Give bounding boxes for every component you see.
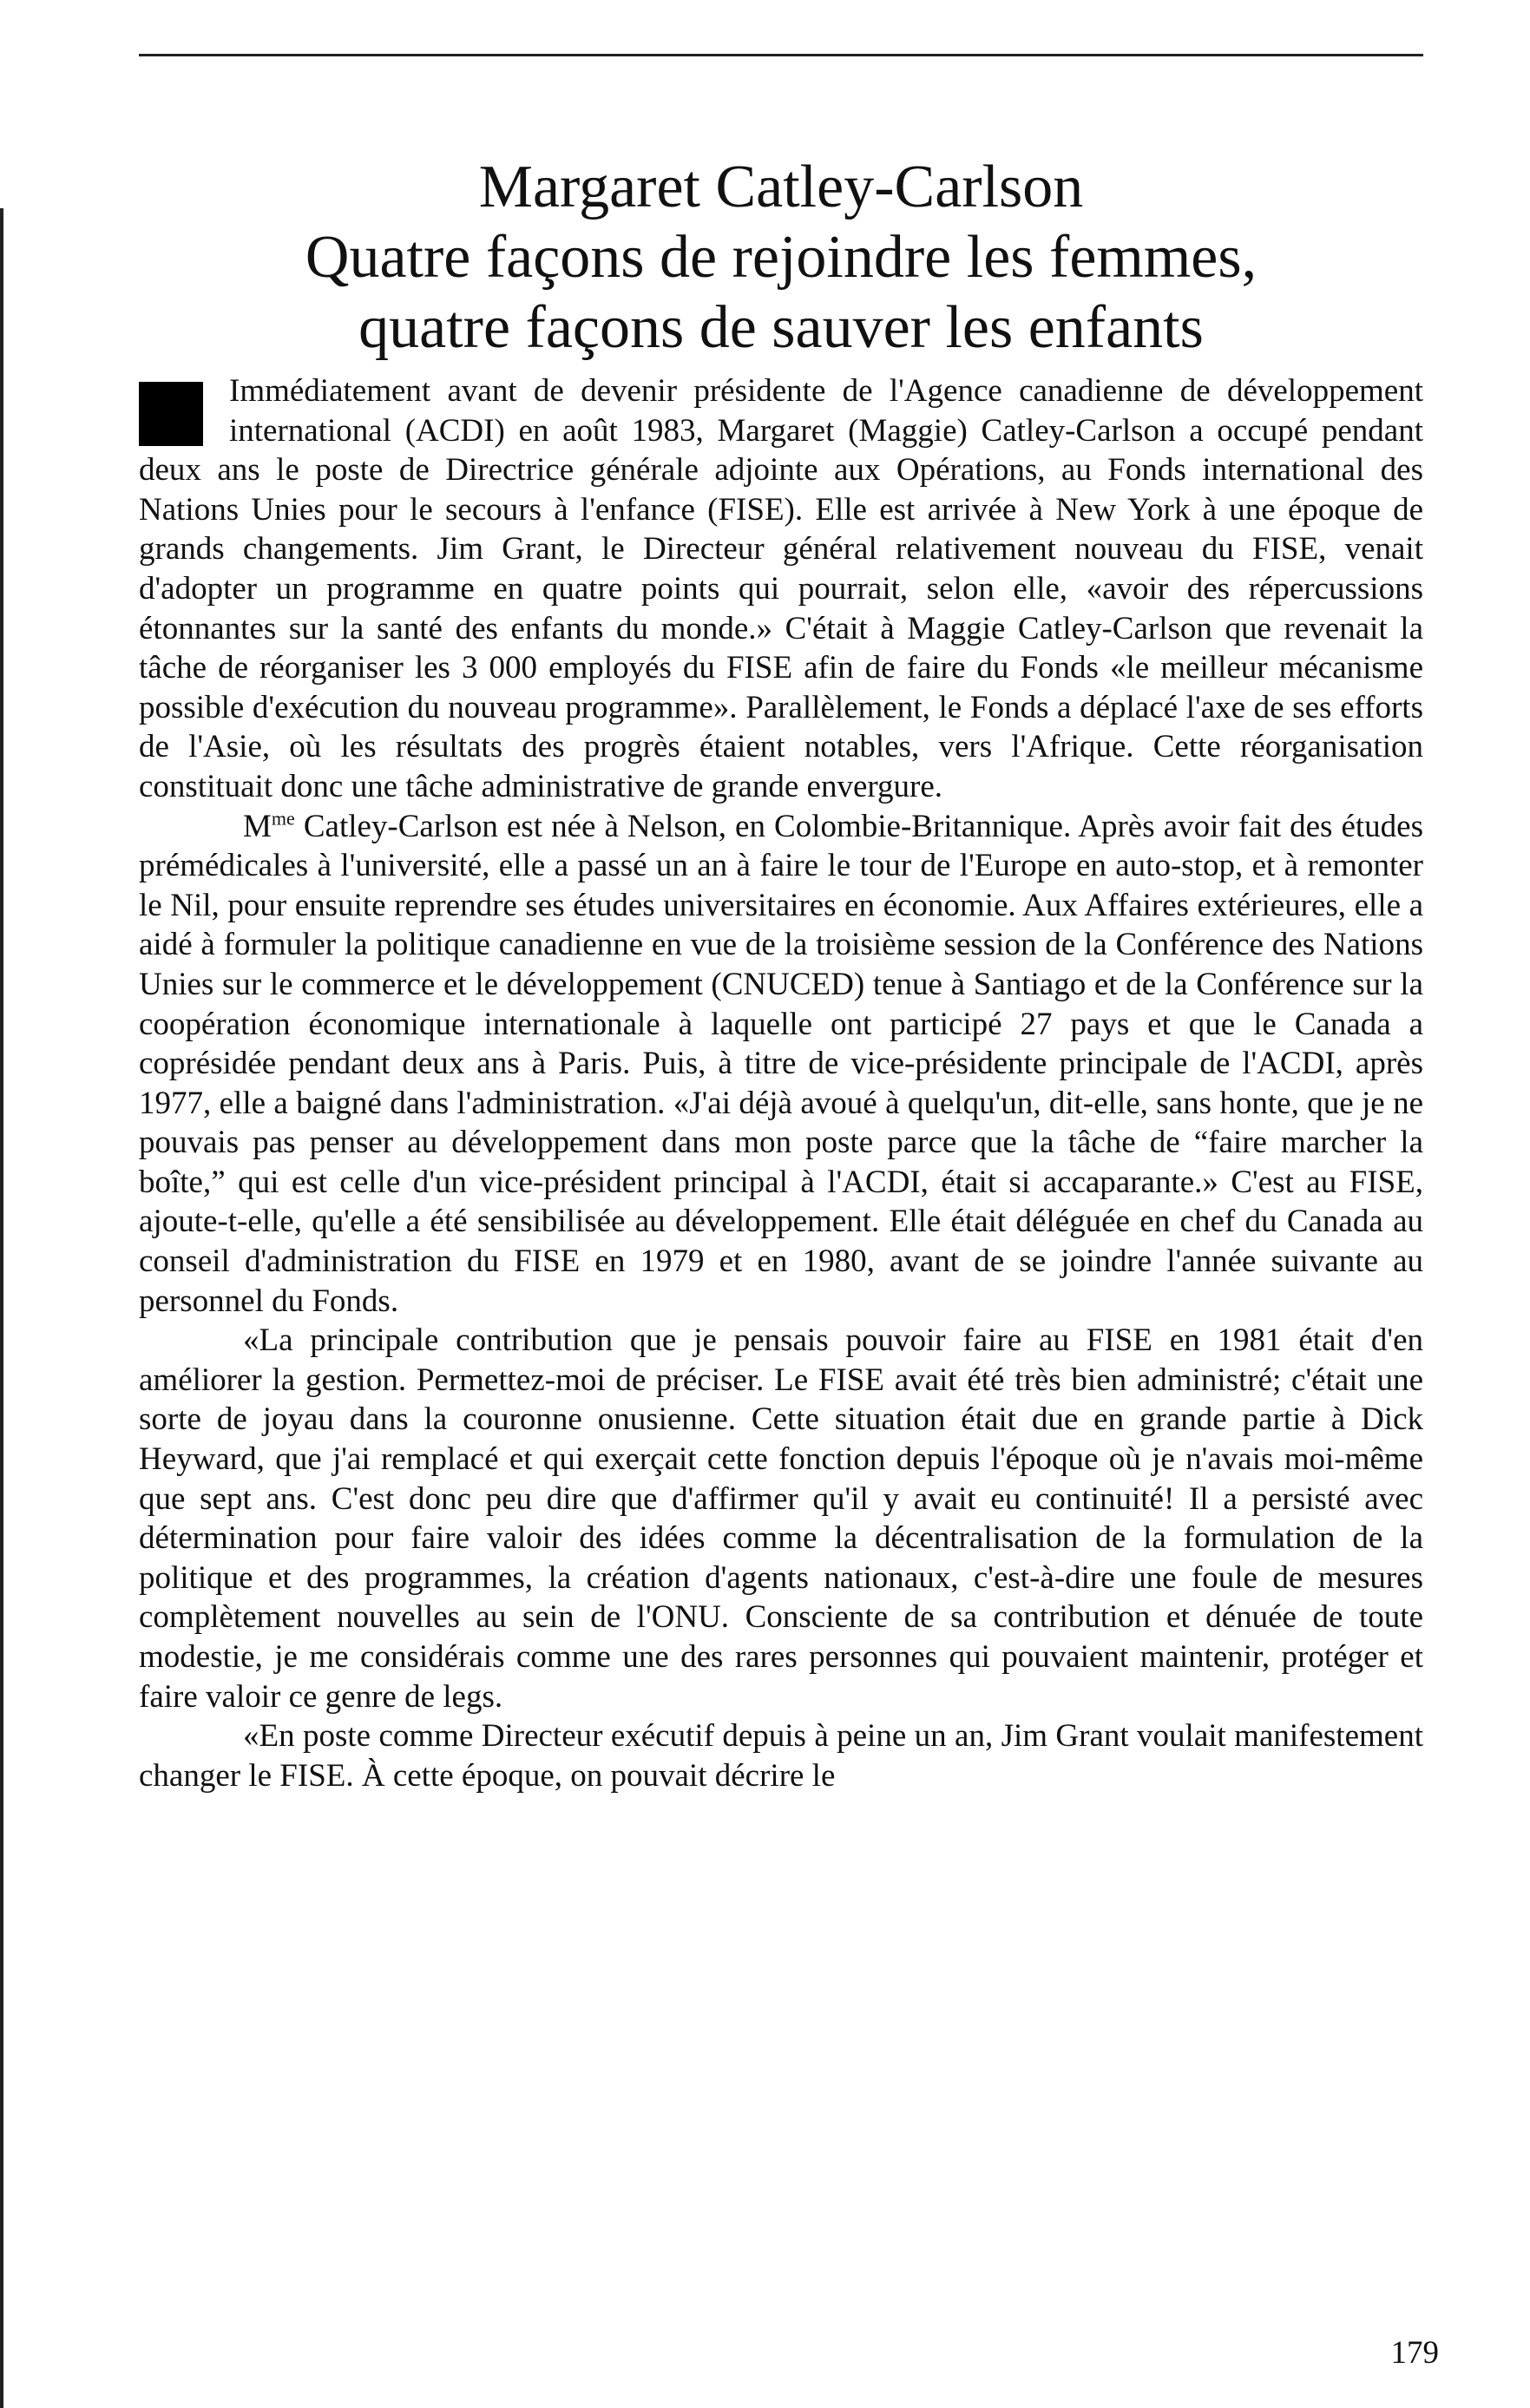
- paragraph-1: [139, 371, 1423, 807]
- paragraph-2-superscript: me: [271, 807, 295, 830]
- page-edge-rule: [0, 208, 3, 2408]
- title-author: Margaret Catley-Carlson: [478, 154, 1084, 220]
- paragraph-2: [139, 807, 1423, 1322]
- header-rule: [139, 54, 1423, 56]
- article-title: [139, 152, 1423, 363]
- paragraph-3: «La principale contribution que je pensais pouvoir faire au FISE en 1981 était d'en améliorer la gestion. Permettez-moi de préciser. Le FISE avait été très bien administré; c'était une sorte de joyau dans la couronne onusienne. Cette situation était due en grande partie à Dick Heyward, que j'ai remplacé et qui exerçait cette fonction depuis l'époque où je n'avais moi-même que sept ans. C'est donc peu dire que d'affirmer qu'il y avait eu continuité! Il a persisté avec détermination pour faire valoir des idées comme la décentralisation de la formulation de la politique et des programmes, la création d'agents nationaux, c'est-à-dire une foule de mesures complètement nouvelles au sein de l'ONU. Consciente de sa contribution et dénuée de toute modestie, je me considérais comme une des rares personnes qui pouvaient maintenir, protéger et faire valoir ce genre de legs.: [139, 1322, 1423, 1715]
- section-start-block: [139, 382, 203, 446]
- paragraph-2-text: Catley-Carlson est née à Nelson, en Colombie-Britannique. Après avoir fait des études prémédicales à l'université, elle a passé un an à faire le tour de l'Europe en auto-stop, et à remonter le Nil, pour ensuite reprendre ses études universitaires en économie. Aux Affaires extérieures, elle a aidé à formuler la politique canadienne en vue de la troisième session de la Conférence des Nations Unies sur le commerce et le développement (CNUCED) tenue à Santiago et de la Conférence sur la coopération économique internationale à laquelle ont participé 27 pays et que le Canada a coprésidée pendant deux ans à Paris. Puis, à titre de vice-présidente principale de l'ACDI, après 1977, elle a baigné dans l'administration. «J'ai déjà avoué à quelqu'un, dit-elle, sans honte, que je ne pouvais pas penser au développement dans mon poste parce que la tâche de “faire marcher la boîte,” qui est celle d'un vice-président principal à l'ACDI, était si accaparante.» C'est au FISE, ajoute-t-elle, qu'elle a été sensibilisée au développement. Elle était déléguée en chef du Canada au conseil d'administration du FISE en 1979 et en 1980, avant de se joindre l'année suivante au personnel du Fonds.: [139, 808, 1423, 1319]
- page-number: 179: [1390, 2335, 1439, 2371]
- title-subtitle-line-2: quatre façons de sauver les enfants: [358, 294, 1204, 361]
- article-body: [139, 371, 1423, 1795]
- title-subtitle-line-1: Quatre façons de rejoindre les femmes,: [305, 224, 1257, 291]
- paragraph-4: «En poste comme Directeur exécutif depuis à peine un an, Jim Grant voulait manifestement changer le FISE. À cette époque, on pouvait décrire le: [139, 1718, 1423, 1794]
- paragraph-1-text: Immédiatement avant de devenir présidente de l'Agence canadienne de développement international (ACDI) en août 1983, Margaret (Maggie) Catley-Carlson a occupé pendant deux ans le poste de Directrice générale adjointe aux Opérations, au Fonds international des Nations Unies pour le secours à l'enfance (FISE). Elle est arrivée à New York à une époque de grands changements. Jim Grant, le Directeur général relativement nouveau du FISE, venait d'adopter un programme en quatre points qui pourrait, selon elle, «avoir des répercussions étonnantes sur la santé des enfants du monde.» C'était à Maggie Catley-Carlson que revenait la tâche de réorganiser les 3 000 employés du FISE afin de faire du Fonds «le meilleur mécanisme possible d'exécution du nouveau programme». Parallèlement, le Fonds a déplacé l'axe de ses efforts de l'Asie, où les résultats des progrès étaient notables, vers l'Afrique. Cette réorganisation constituait donc une tâche administrative de grande envergure.: [139, 373, 1423, 804]
- paragraph-2-prefix: M: [243, 808, 272, 844]
